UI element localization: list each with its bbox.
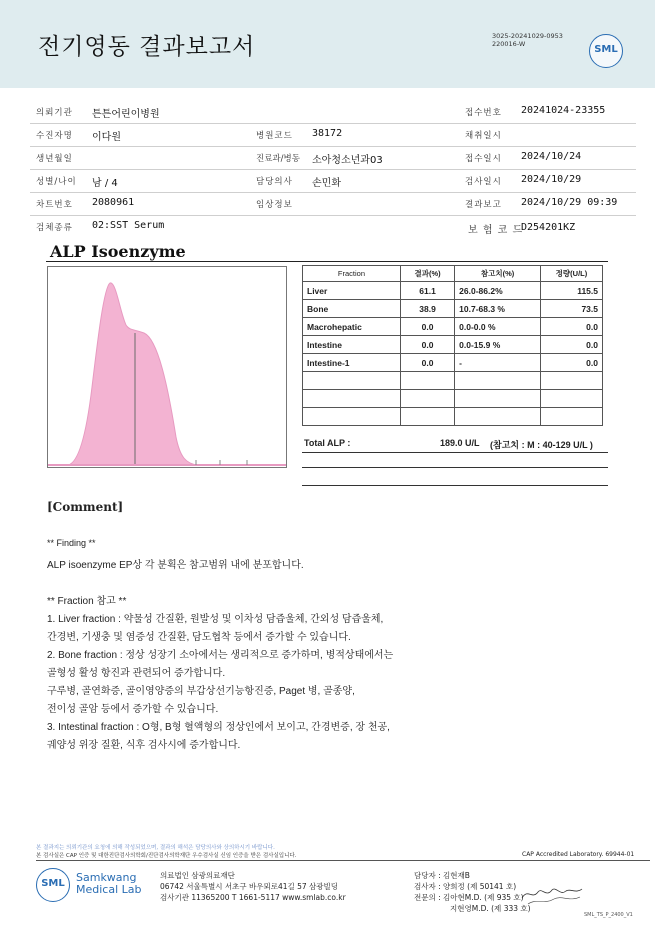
value-doctor: 손민화 (312, 178, 341, 189)
fraction-name: Macrohepatic (303, 318, 401, 336)
total-rule-1 (302, 467, 608, 468)
sml-logo-text: SML (41, 878, 65, 889)
label-requesting-institution: 의뢰기관 (36, 108, 73, 118)
comment-line: 2. Bone fraction : 정상 성장기 소아에서는 생리적으로 증가하며, 병적상태에서는 (47, 650, 394, 661)
footer-disclaimer: 본 결과지는 의뢰기관의 요청에 의해 작성되었으며, 결과의 해석은 담당의사와 상의하시기 바랍니다. (36, 845, 275, 851)
staff-specialist-2: 지현영M.D. (제 333 호) (450, 904, 531, 913)
document-id (492, 32, 563, 48)
electrophoresis-curve (48, 283, 286, 465)
alp-isoenzyme-title: ALP Isoenzyme (50, 242, 186, 261)
fraction-result: 0.0 (400, 354, 454, 372)
cap-accreditation: CAP Accredited Laboratory. 69944-01 (522, 851, 635, 858)
value-chart-number: 2080961 (92, 197, 135, 208)
fraction-table (302, 265, 603, 426)
label-doctor: 담당의사 (256, 177, 293, 187)
fraction-quantity: 0.0 (540, 354, 602, 372)
total-alp-label: Total ALP : (304, 438, 351, 448)
header-quantity: 정량(U/L) (540, 266, 602, 282)
lab-contact: 검사기관 11365200 T 1661-5117 www.smlab.co.kr (160, 893, 346, 902)
comment-finding-heading: ** Finding ** (47, 538, 96, 548)
staff-tester: 검사자 : 양희정 (제 50141 호) (414, 882, 517, 891)
sml-logo-circle (36, 868, 70, 902)
fraction-name: Intestine (303, 336, 401, 354)
lab-foundation: 의료법인 삼광의료재단 (160, 871, 235, 880)
staff-info (414, 870, 531, 914)
table-row (303, 282, 603, 300)
total-alp-reference: (참고치 : M : 40-129 U/L ) (490, 440, 593, 450)
fraction-name: Liver (303, 282, 401, 300)
comment-line: 전이성 골암 등에서 증가할 수 있습니다. (47, 704, 219, 715)
table-row (303, 354, 603, 372)
footer-divider (36, 860, 650, 861)
value-report-time: 2024/10/29 09:39 (521, 197, 618, 208)
value-specimen-type: 02:SST Serum (92, 220, 165, 231)
fraction-quantity: 0.0 (540, 336, 602, 354)
label-collection-time: 채취일시 (465, 131, 502, 141)
comment-fraction-heading: ** Fraction 참고 ** (47, 596, 127, 607)
value-patient-name: 이다원 (92, 132, 121, 143)
total-alp-value: 189.0 U/L (440, 438, 480, 448)
fraction-reference: 26.0-86.2% (455, 282, 541, 300)
fraction-result: 38.9 (400, 300, 454, 318)
lab-street-address: 06742 서울특별시 서초구 바우뫼로41길 57 삼광빌딩 (160, 882, 339, 891)
fraction-reference: 0.0-0.0 % (455, 318, 541, 336)
comment-title: [Comment] (47, 500, 124, 514)
header-reference: 참고치(%) (455, 266, 541, 282)
sml-logo-text: SML (594, 44, 618, 55)
electrophoresis-curve-svg (48, 267, 286, 467)
label-hospital-code: 병원코드 (256, 131, 293, 141)
lab-address (160, 870, 346, 903)
info-row-6 (30, 215, 636, 238)
staff-manager: 담당자 : 김현재B (414, 871, 470, 880)
label-patient-name: 수진자명 (36, 131, 73, 141)
fraction-reference: 10.7-68.3 % (455, 300, 541, 318)
info-row-4 (30, 169, 636, 193)
sml-logo (589, 34, 623, 68)
header-fraction: Fraction (303, 266, 401, 282)
lab-name (76, 872, 142, 896)
fraction-quantity: 73.5 (540, 300, 602, 318)
value-sex-age: 남 / 4 (92, 178, 118, 189)
fraction-reference: - (455, 354, 541, 372)
comment-finding-text: ALP isoenzyme EP상 각 분획은 참고범위 내에 분포합니다. (47, 560, 304, 571)
comment-line: 구루병, 골연화증, 골이영양증의 부갑상선기능항진증, Paget 병, 골종양, (47, 686, 355, 697)
comment-line: 궤양성 위장 질환, 식후 검사시에 증가합니다. (47, 740, 241, 751)
fraction-quantity: 0.0 (540, 318, 602, 336)
report-header (0, 0, 655, 88)
total-rule-2 (302, 485, 608, 486)
table-row-empty (303, 390, 603, 408)
info-row-5 (30, 192, 636, 216)
signature-image (518, 878, 588, 908)
label-chart-number: 차트번호 (36, 200, 73, 210)
total-alp (304, 438, 606, 448)
table-header-row (303, 266, 603, 282)
comment-line: 간경변, 기생충 및 염증성 간질환, 담도협착 등에서 증가할 수 있습니다. (47, 632, 351, 643)
fraction-reference: 0.0-15.9 % (455, 336, 541, 354)
value-requesting-institution: 튼튼어린이병원 (92, 109, 160, 120)
value-department: 소아청소년과03 (312, 155, 383, 166)
label-specimen-type: 검체종류 (36, 223, 73, 233)
table-row (303, 300, 603, 318)
staff-specialist-1: 전문의 : 김아현M.D. (제 935 호) (414, 893, 524, 902)
label-department: 진료과/병동 (256, 154, 300, 164)
fraction-result: 0.0 (400, 336, 454, 354)
comment-line: 1. Liver fraction : 약물성 간질환, 원발성 및 이차성 담즙울체, 간외성 담즙울체, (47, 614, 384, 625)
value-hospital-code: 38172 (312, 128, 343, 139)
table-row-empty (303, 372, 603, 390)
label-birth-date: 생년월일 (36, 154, 73, 164)
header-result: 결과(%) (400, 266, 454, 282)
electrophoresis-graph (47, 266, 287, 468)
label-receipt-number: 접수번호 (465, 108, 502, 118)
fraction-name: Bone (303, 300, 401, 318)
value-test-date: 2024/10/29 (521, 174, 582, 185)
form-code: SML_TS_P_2400_V1 (584, 912, 633, 918)
document-id-line-2: 220016-W (492, 40, 526, 48)
fraction-name: Intestine-1 (303, 354, 401, 372)
info-row-2 (30, 123, 636, 147)
table-row (303, 318, 603, 336)
title-underline (46, 261, 608, 262)
label-sex-age: 성별/나이 (36, 177, 77, 187)
report-title: 전기영동 결과보고서 (38, 34, 256, 60)
lab-name-line-2: Medical Lab (76, 883, 142, 896)
label-report-time: 결과보고 (465, 200, 502, 210)
document-id-line-1: 3025-20241029-0953 (492, 32, 563, 40)
table-row (303, 336, 603, 354)
label-test-date: 검사일시 (465, 177, 502, 187)
total-underline (302, 452, 608, 453)
label-insurance-code: 보 험 코 드 (468, 225, 524, 236)
footer-accreditation-note: 본 검사실은 CAP 인증 및 대한진단검사의학회/진단검사의학재단 우수검사실 신임 인증을 받은 검사실입니다. (36, 853, 297, 859)
value-receipt-date: 2024/10/24 (521, 151, 582, 162)
label-receipt-date: 접수일시 (465, 154, 502, 164)
comment-line: 3. Intestinal fraction : O형, B형 혈액형의 정상인에서 보이고, 간경변증, 장 천공, (47, 722, 390, 733)
fraction-quantity: 115.5 (540, 282, 602, 300)
table-row-empty (303, 408, 603, 426)
info-row-3 (30, 146, 636, 170)
value-receipt-number: 20241024-23355 (521, 105, 606, 116)
lab-name-line-1: Samkwang (76, 871, 137, 884)
comment-line: 골형성 활성 항진과 관련되어 증가합니다. (47, 668, 226, 679)
fraction-result: 61.1 (400, 282, 454, 300)
label-clinical-info: 임상정보 (256, 200, 293, 210)
value-insurance-code: D254201KZ (521, 222, 576, 233)
fraction-result: 0.0 (400, 318, 454, 336)
info-row-1 (30, 100, 636, 124)
